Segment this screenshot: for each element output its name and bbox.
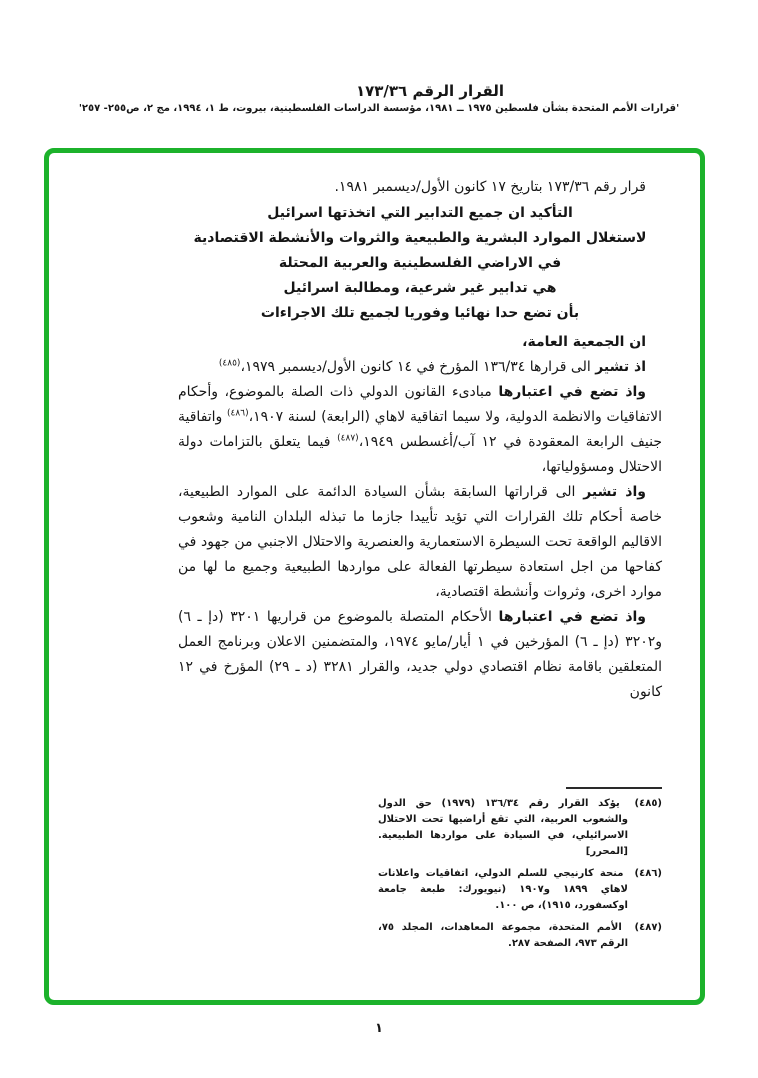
paragraph-text: الى قراراتها السابقة بشأن السيادة الدائمة على الموارد الطبيعية، خاصة أحكام تلك القرارات التي تؤيد تأييدا جازما ما تبذله البلدان النامية وشعوب الاقاليم الواقعة تحت السيطرة الاستعمارية والعنصرية والاحتلال الاجنبي من جهود في كفاحها من اجل استعادة سيطرتها الفعالة على مواردها الطبيعية وجميع ما لها من موارد اخرى، وثروات وأنشطة اقتصادية، (178, 484, 662, 600)
footnote-marker: (٤٨٥) (634, 798, 662, 809)
resolution-frame (44, 148, 705, 1005)
paragraph-lead: واذ تضع في اعتبارها (498, 384, 647, 400)
text-column (178, 175, 663, 949)
resolution-heading (178, 201, 662, 326)
paragraph-text: واتفاقية جنيف الرابعة المعقودة في ١٢ آب/أغسطس ١٩٤٩، (178, 409, 662, 450)
body-paragraph (178, 380, 662, 480)
page-title: القرار الرقم ١٧٣/٣٦ (355, 82, 505, 101)
resolution-heading-line: بأن تضع حدا نهائيا وفوريا لجميع تلك الاجراءات (260, 305, 580, 321)
footnote-reference: (٤٨٧) (337, 433, 359, 444)
footnote-reference: (٤٨٦) (227, 408, 249, 419)
footnote-marker: (٤٨٦) (634, 868, 662, 879)
paragraph-lead: واذ تشير (583, 484, 646, 500)
paragraph-text: الى قرارها ١٣٦/٣٤ المؤرخ في ١٤ كانون الأول/ديسمبر ١٩٧٩، (240, 359, 596, 375)
paragraph-lead: ان الجمعية العامة، (522, 334, 646, 350)
footnote-list (378, 796, 662, 952)
page-number: ١ (375, 1021, 383, 1036)
footnote-reference: (٤٨٥) (218, 358, 241, 369)
footnote-text: منحة كارنيجي للسلم الدولي، اتفاقيات واعلانات لاهاي ١٨٩٩ و١٩٠٧ (نيويورك: طبعة جامعة اوكسفورد، ١٩١٥)، ص ١٠٠. (378, 868, 630, 911)
paragraph-lead: واذ تضع في اعتبارها (498, 609, 647, 625)
footnote-item (378, 920, 662, 952)
resolution-heading-line: التأكيد ان جميع التدابير التي اتخذتها اسرائيل (267, 205, 573, 221)
resolution-body (178, 330, 662, 705)
source-citation: 'قرارات الأمم المتحدة بشأن فلسطين ١٩٧٥ ــ ١٩٨١، مؤسسة الدراسات الفلسطينية، بيروت، ط ١، ١٩٩٤، مج ٢، ص٢٥٥- ٢٥٧' (78, 103, 680, 114)
resolution-heading-line: في الاراضي الفلسطينية والعربية المحتلة (278, 255, 562, 271)
body-paragraph (178, 355, 662, 380)
paragraph-text: مبادىء القانون الدولي ذات الصلة بالموضوع، وأحكام الاتفاقيات والانظمة الدولية، ولا سيما اتفاقية لاهاي (الرابعة) لسنة ١٩٠٧، (178, 384, 662, 425)
footnote-marker: (٤٨٧) (634, 922, 662, 933)
body-paragraph (178, 330, 662, 355)
footnote-item (378, 796, 662, 860)
footnote-separator (566, 787, 662, 789)
body-paragraph (178, 605, 662, 705)
paragraph-text: الأحكام المتصلة بالموضوع من قراريها ٣٢٠١ (دإ ـ ٦) و٣٢٠٢ (دإ ـ ٦) المؤرخين في ١ أيار/مايو ١٩٧٤، والمتضمنين الاعلان وبرنامج العمل المتعلقين باقامة نظام اقتصادي دولي جديد، والقرار ٣٢٨١ (د ـ ٢٩) المؤرخ في ١٢ كانون (178, 609, 663, 700)
body-paragraph (178, 480, 662, 605)
resolution-heading-line: لاستغلال الموارد البشرية والطبيعية والثروات والأنشطة الاقتصادية (193, 230, 647, 246)
resolution-heading-line: هي تدابير غير شرعية، ومطالبة اسرائيل (283, 280, 557, 296)
footnotes-section (378, 787, 662, 958)
paragraph-text: فيما يتعلق بالتزامات دولة الاحتلال ومسؤولياتها، (178, 434, 662, 475)
footnote-text: يؤكد القرار رقم ١٣٦/٣٤ (١٩٧٩) حق الدول والشعوب العربية، التي تقع أراضيها تحت الاحتلال الاسرائيلي، في السيادة على مواردها الطبيعية. [المحرر] (378, 798, 630, 857)
footnote-item (378, 866, 662, 914)
footnote-text: الأمم المتحدة، مجموعة المعاهدات، المجلد ٧٥، الرقم ٩٧٣، الصفحة ٢٨٧. (378, 922, 630, 949)
paragraph-lead: اذ تشير (595, 359, 646, 375)
resolution-date-line: قرار رقم ١٧٣/٣٦ بتاريخ ١٧ كانون الأول/ديسمبر ١٩٨١. (334, 179, 646, 195)
